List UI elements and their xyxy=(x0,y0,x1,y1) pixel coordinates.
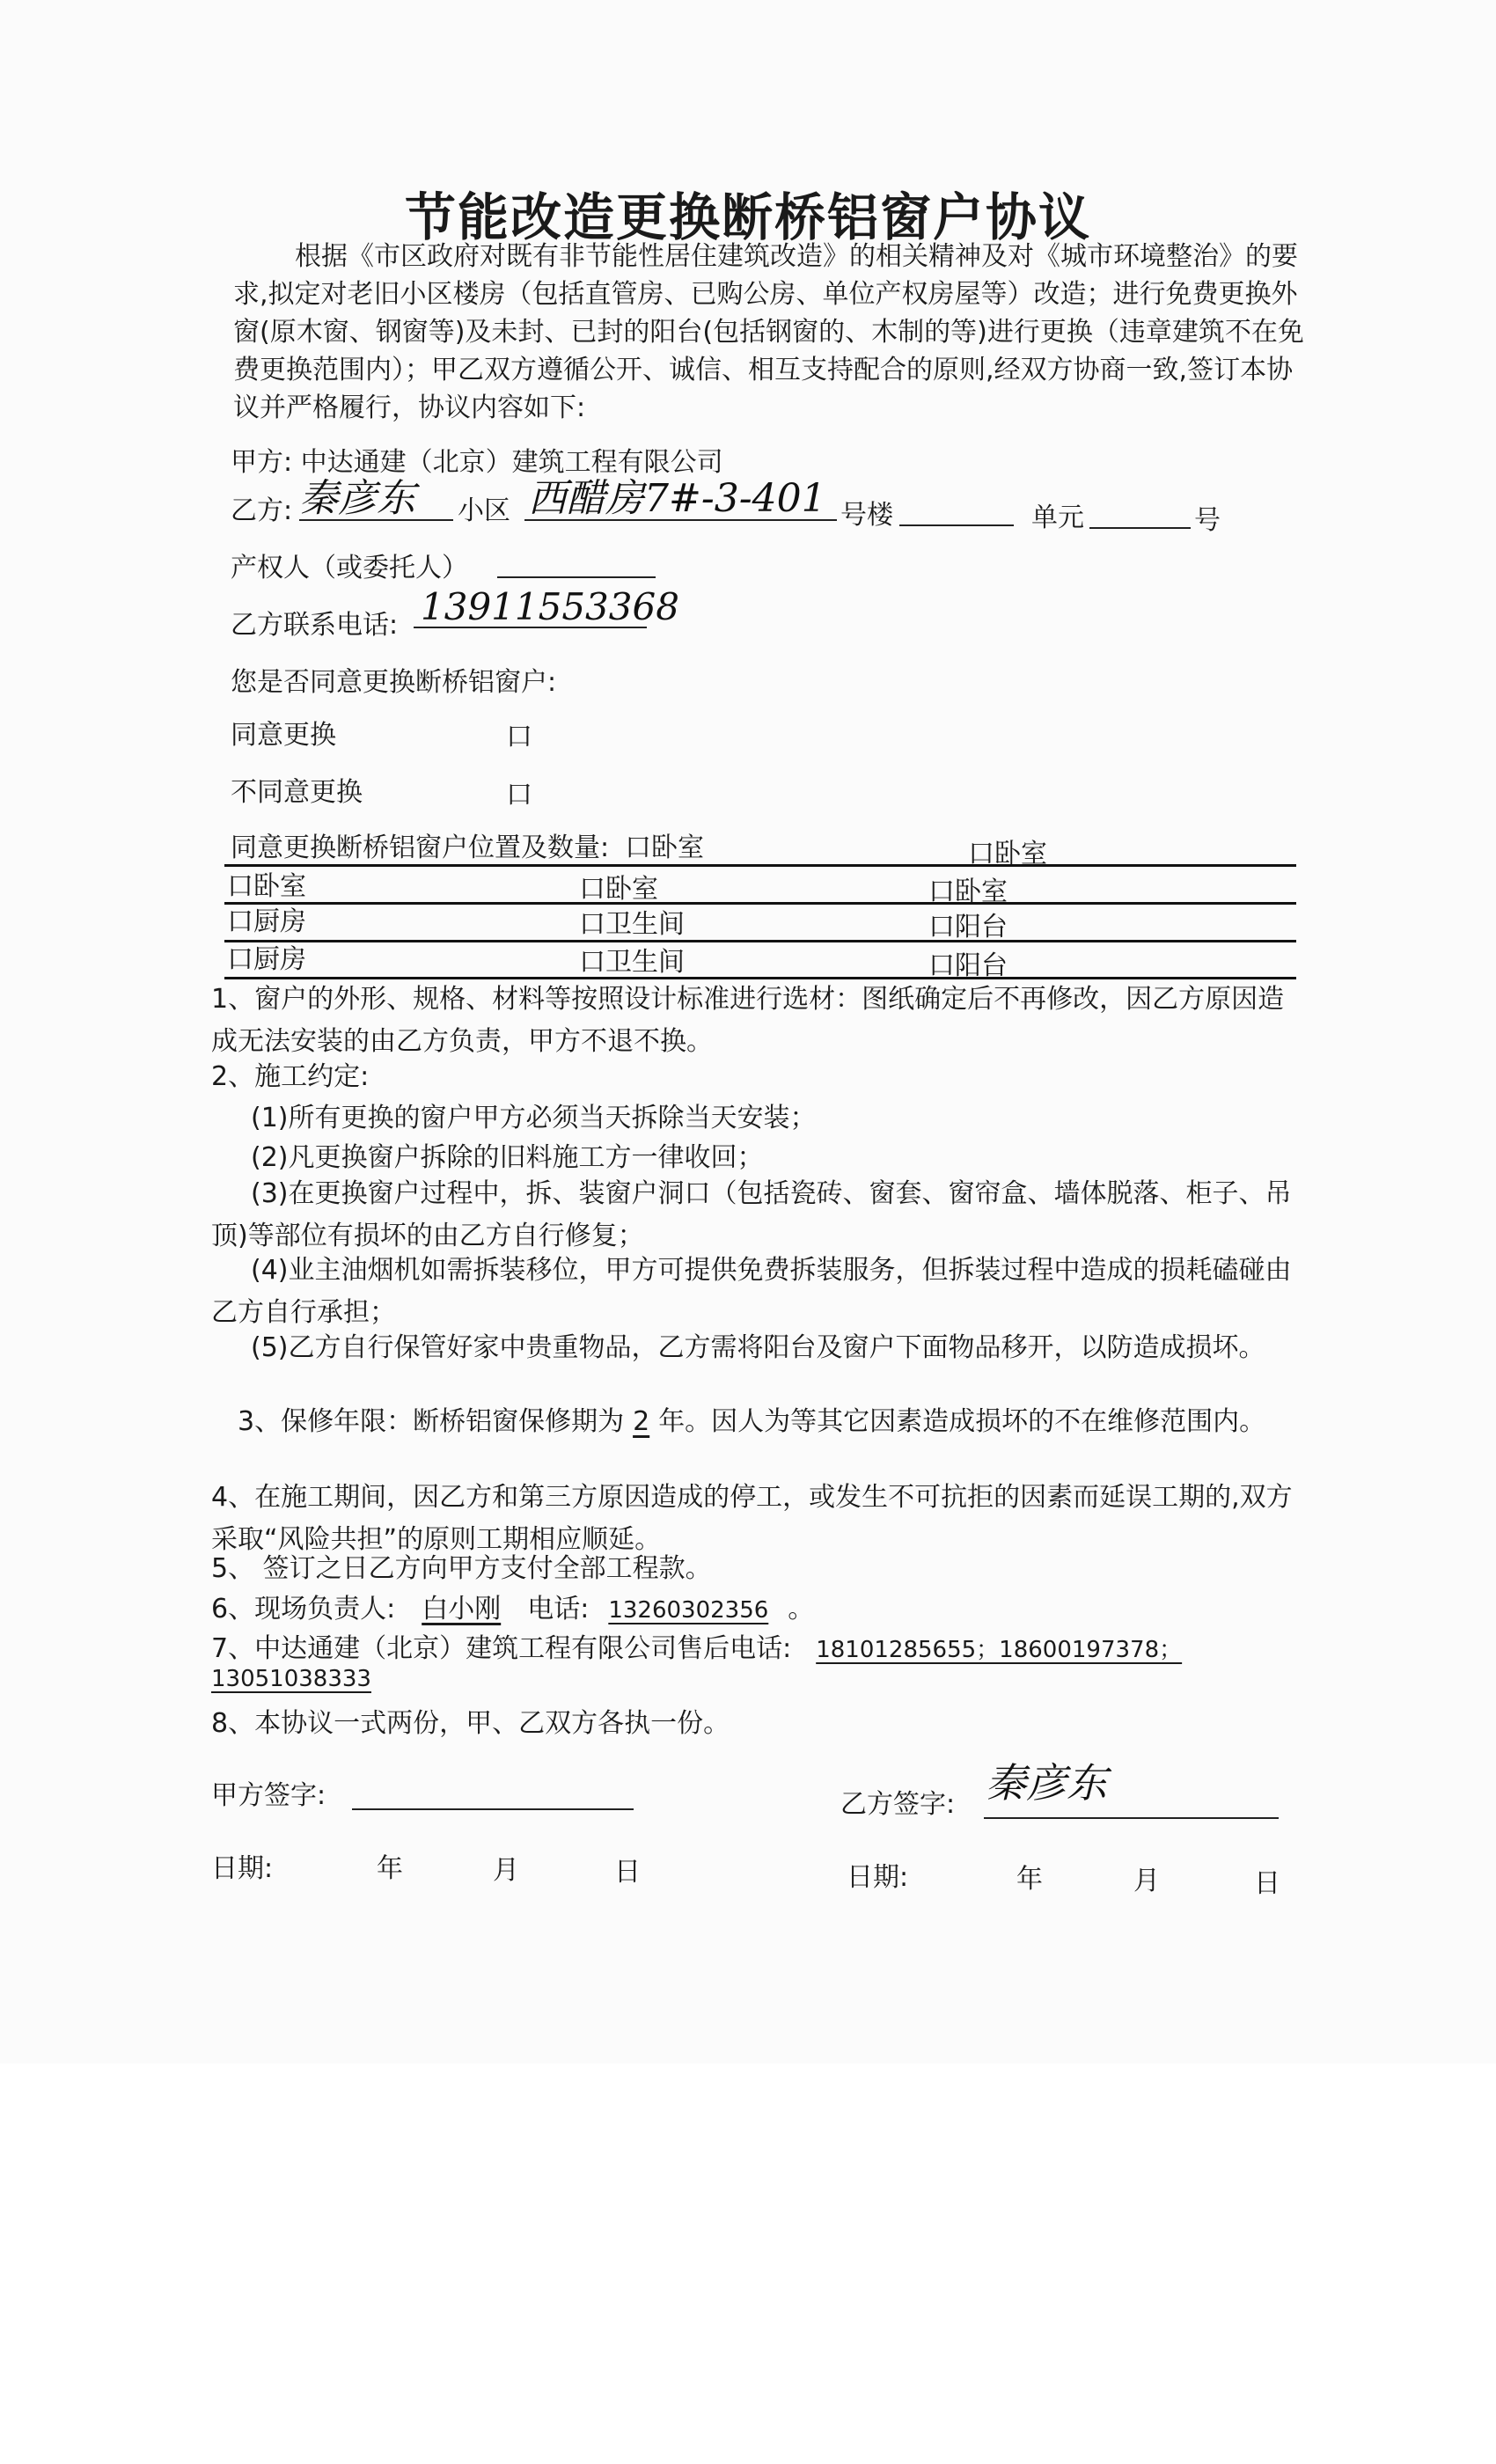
term-6-label: 6、现场负责人: xyxy=(211,1594,396,1624)
term-6-phone-label: 电话: xyxy=(527,1594,590,1624)
room-option[interactable]: 口卧室 xyxy=(625,832,704,863)
party-a-date-day: 日 xyxy=(614,1857,641,1888)
party-b-date-month: 月 xyxy=(1133,1866,1160,1896)
party-b-date-year: 年 xyxy=(1016,1864,1043,1895)
room-option[interactable]: 口卧室 xyxy=(227,871,306,902)
unit-label: 单元 xyxy=(1031,502,1084,533)
term-2-1: (1)所有更换的窗户甲方必须当天拆除当天安装； xyxy=(251,1103,817,1133)
party-b-name-handwriting: 秦彦东 xyxy=(299,476,415,521)
term-2-4: (4)业主油烟机如需拆装移位，甲方可提供免费拆装服务，但拆装过程中造成的损耗磕碰由乙方自行承担； xyxy=(211,1255,1292,1328)
room-option[interactable]: 口卧室 xyxy=(928,876,1008,907)
table-rule xyxy=(224,864,1296,867)
address-underline xyxy=(524,519,837,521)
table-rule xyxy=(224,940,1296,942)
party-b-date-label: 日期: xyxy=(847,1862,909,1893)
room-option[interactable]: 口阳台 xyxy=(928,950,1008,981)
agree-label: 同意更换 xyxy=(231,720,336,751)
term-2-2: (2)凡更换窗户拆除的旧料施工方一律收回； xyxy=(251,1142,764,1173)
term-2-5: (5)乙方自行保管好家中贵重物品，乙方需将阳台及窗户下面物品移开，以防造成损坏。 xyxy=(251,1332,1265,1363)
term-3-text-a: 3、保修年限：断桥铝窗保修期为 xyxy=(238,1406,625,1437)
room-option[interactable]: 口卧室 xyxy=(968,839,1047,869)
table-rule xyxy=(224,902,1296,905)
term-3-text-b: 年。因人为等其它因素造成损坏的不在维修范围内。 xyxy=(658,1406,1266,1437)
party-a-date-month: 月 xyxy=(493,1855,519,1886)
term-1: 1、窗户的外形、规格、材料等按照设计标准进行选材：图纸确定后不再修改，因乙方原因造成无法安装的由乙方负责，甲方不退不换。 xyxy=(211,984,1285,1057)
party-b-date-day: 日 xyxy=(1254,1868,1280,1899)
party-b-signature: 秦彦东 xyxy=(986,1759,1107,1807)
room-option[interactable]: 口厨房 xyxy=(227,944,306,975)
room-option[interactable]: 口厨房 xyxy=(227,906,306,937)
district-label: 小区 xyxy=(458,495,510,526)
party-b-name-underline xyxy=(299,519,453,521)
building-blank xyxy=(899,524,1014,526)
room-option[interactable]: 口卫生间 xyxy=(579,909,685,940)
after-sales-phone-3-value: 13051038333 xyxy=(211,1666,371,1692)
number-label: 号 xyxy=(1194,505,1221,536)
term-6 xyxy=(211,1587,814,1625)
disagree-checkbox[interactable]: 口 xyxy=(506,780,532,810)
owner-blank xyxy=(497,576,656,578)
party-b-label: 乙方: xyxy=(231,495,293,526)
after-sales-phones: 18101285655；18600197378； xyxy=(816,1637,1183,1663)
building-label: 号楼 xyxy=(840,500,893,531)
site-manager-name: 白小刚 xyxy=(422,1594,502,1624)
disagree-label: 不同意更换 xyxy=(231,777,363,808)
site-manager-phone: 13260302356 xyxy=(608,1597,769,1624)
term-6-end: 。 xyxy=(788,1594,815,1624)
party-b-sign-line[interactable] xyxy=(984,1817,1279,1819)
term-3 xyxy=(211,1401,1302,1443)
agree-checkbox[interactable]: 口 xyxy=(506,722,532,752)
position-label: 同意更换断桥铝窗户位置及数量: xyxy=(231,832,610,863)
warranty-years: 2 xyxy=(633,1406,650,1437)
party-b-sign-label: 乙方签字: xyxy=(840,1789,956,1820)
term-5: 5、 签订之日乙方向甲方支付全部工程款。 xyxy=(211,1553,712,1584)
party-a-sign-line[interactable] xyxy=(352,1808,634,1810)
term-7-label: 7、中达通建（北京）建筑工程有限公司售后电话: xyxy=(211,1633,792,1664)
term-7 xyxy=(211,1626,1182,1665)
room-option[interactable]: 口卧室 xyxy=(579,874,658,905)
phone-label: 乙方联系电话: xyxy=(231,610,399,641)
address-handwriting: 西醋房7#-3-401 xyxy=(528,476,826,521)
phone-underline xyxy=(414,627,647,628)
term-4: 4、在施工期间，因乙方和第三方原因造成的停工，或发生不可抗拒的因素而延误工期的,双方采取“风险共担”的原则工期相应顺延。 xyxy=(211,1482,1293,1555)
party-a-date-label: 日期: xyxy=(211,1853,274,1884)
after-sales-phone-3 xyxy=(211,1666,396,1692)
term-2-3: (3)在更换窗户过程中，拆、装窗户洞口（包括瓷砖、窗套、窗帘盒、墙体脱落、柜子、吊顶)等部位有损坏的由乙方自行修复； xyxy=(211,1178,1292,1251)
document-title: 节能改造更换断桥铝窗户协议 xyxy=(404,187,1091,247)
phone-handwriting: 13911553368 xyxy=(421,585,679,628)
term-2-heading: 2、施工约定: xyxy=(211,1061,370,1092)
intro-paragraph: 根据《市区政府对既有非节能性居住建筑改造》的相关精神及对《城市环境整治》的要求,拟定对老旧小区楼房（包括直管房、已购公房、单位产权房屋等）改造；进行免费更换外窗(原木窗、钢窗等)及未封、已封的阳台(包括钢窗的、木制的等)进行更换（违章建筑不在免费更换范围内）；甲乙双方遵循公开、诚信、相互支持配合的原则,经双方协商一致,签订本协议并严格履行，协议内容如下: xyxy=(233,241,1304,423)
party-a-line: 甲方: 中达通建（北京）建筑工程有限公司 xyxy=(231,447,723,478)
party-a-date-year: 年 xyxy=(377,1853,403,1884)
unit-blank xyxy=(1089,527,1191,529)
term-8: 8、本协议一式两份，甲、乙双方各执一份。 xyxy=(211,1708,730,1739)
room-option[interactable]: 口卫生间 xyxy=(579,947,685,978)
agree-question: 您是否同意更换断桥铝窗户: xyxy=(231,667,557,698)
party-a-sign-label: 甲方签字: xyxy=(211,1780,326,1811)
room-option[interactable]: 口阳台 xyxy=(928,912,1008,942)
owner-label: 产权人（或委托人） xyxy=(231,553,468,583)
